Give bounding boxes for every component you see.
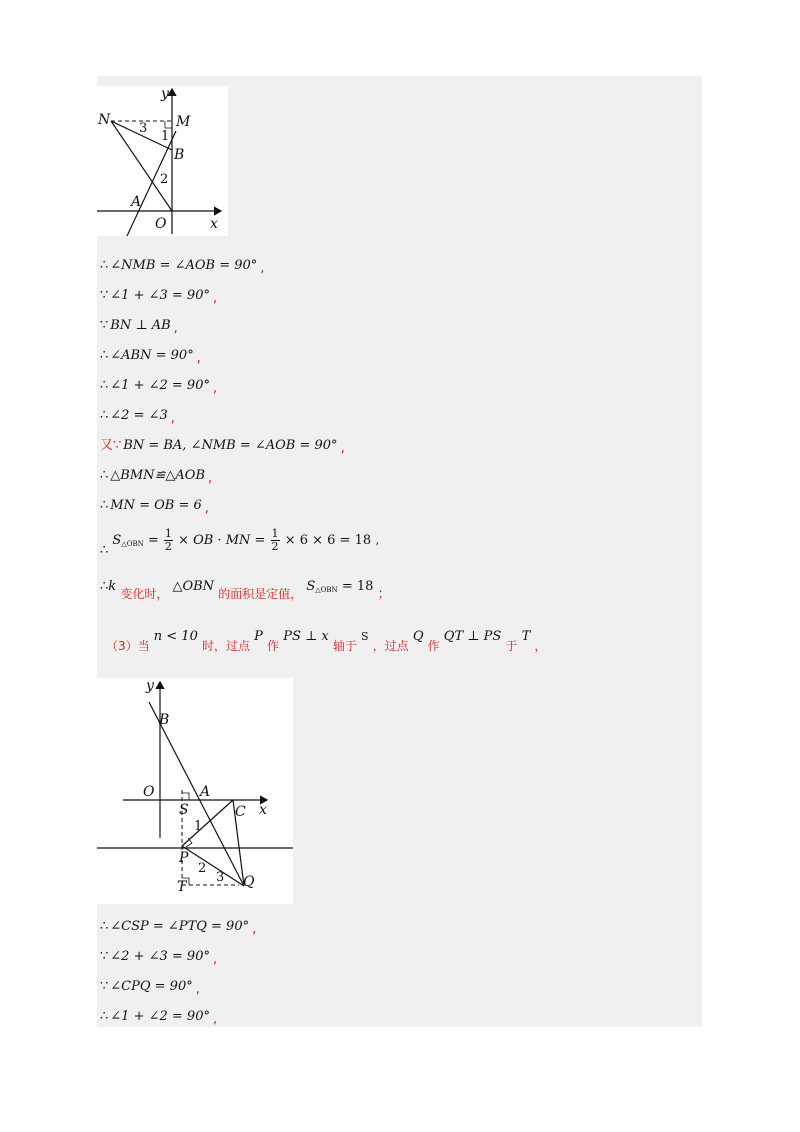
therefore-symbol: ∴	[100, 579, 109, 594]
figure-1	[97, 86, 228, 236]
label-b: B	[174, 147, 185, 163]
label-o: O	[143, 784, 155, 800]
area-symbol: S	[112, 533, 122, 548]
angle-label-1: 1	[161, 129, 170, 144]
angle-label-2: 2	[160, 172, 169, 187]
proof-line	[100, 288, 217, 304]
line-expression: △BMN≌△AOB	[110, 468, 206, 483]
line-expression: ∠1 + ∠2 = 90°	[110, 1009, 210, 1024]
proof-line	[100, 348, 201, 364]
label-q: Q	[243, 874, 255, 890]
right-angle-s	[182, 793, 189, 800]
label-t: T	[177, 879, 187, 895]
line-end-comma: ,	[260, 261, 265, 276]
line-ba	[149, 702, 244, 886]
line-end-comma: ,	[173, 321, 178, 336]
line-prefix: ∴	[100, 258, 109, 273]
equals-sign: =	[147, 533, 159, 548]
line-end-comma: ,	[340, 441, 345, 456]
fraction-numerator: 1	[271, 527, 279, 540]
area-tail-expression: × 6 × 6 = 18	[284, 533, 372, 548]
line-prefix: ∴	[100, 348, 109, 363]
perpendicular-qt: QT ⊥ PS	[443, 629, 502, 644]
line-end-comma: ,	[212, 1012, 218, 1027]
label-p: P	[179, 850, 189, 866]
label-y: y	[146, 678, 154, 694]
proof-line	[100, 318, 178, 334]
angle-label-1: 1	[194, 819, 203, 834]
fraction-half-1	[164, 528, 173, 553]
label-b: B	[159, 712, 170, 728]
line-expression: ∠1 + ∠2 = 90°	[110, 378, 210, 393]
line-end-comma: ,	[195, 982, 200, 997]
triangle-obn: △OBN	[172, 579, 215, 594]
proof-line	[100, 949, 217, 965]
line-prefix: ∴	[100, 1009, 109, 1024]
line-prefix: 又∵	[100, 438, 122, 453]
conclusion-text-2: 的面积是定值，	[218, 587, 303, 601]
line-expression: BN ⊥ AB	[110, 318, 171, 333]
label-x: x	[210, 216, 218, 232]
line-end-comma: ,	[252, 922, 257, 937]
proof-line	[100, 408, 175, 424]
line-end-comma: ,	[375, 533, 380, 548]
line-prefix: ∵	[100, 949, 109, 964]
label-a: A	[131, 194, 142, 210]
line-end-comma: ,	[170, 411, 175, 426]
point-p: P	[254, 629, 263, 644]
angle-label-3: 3	[216, 870, 225, 885]
line-prefix: ∴	[100, 378, 109, 393]
variable-k: k	[108, 579, 117, 594]
part3-text-6: 于	[505, 639, 518, 653]
line-prefix: ∴	[100, 408, 109, 423]
perpendicular-ps: PS ⊥ x	[283, 629, 329, 644]
label-y: y	[161, 86, 169, 102]
line-expression: BN = BA, ∠NMB = ∠AOB = 90°	[123, 438, 338, 453]
point-t: T	[521, 629, 531, 644]
figure-2-diagram	[97, 678, 293, 904]
fraction-numerator: 1	[164, 527, 172, 540]
proof-line	[100, 1009, 217, 1025]
figure-1-diagram	[97, 86, 228, 236]
conclusion-line	[100, 578, 391, 602]
line-prefix: ∵	[100, 318, 109, 333]
label-o: O	[155, 216, 167, 232]
line-expression: ∠CPQ = 90°	[110, 979, 193, 994]
line-end-comma: ,	[212, 952, 218, 967]
segment-pq	[182, 846, 244, 886]
proof-line	[100, 468, 212, 484]
area-middle-expression: × OB · MN =	[178, 533, 266, 548]
segment-pc	[182, 800, 233, 846]
part3-label: （3）当	[106, 639, 150, 653]
proof-line	[100, 498, 209, 514]
line-prefix: ∵	[100, 288, 109, 303]
area-value: = 18	[341, 579, 374, 594]
proof-line	[100, 258, 264, 274]
line-ab	[127, 131, 176, 236]
line-end-comma: ,	[208, 471, 213, 486]
label-m: M	[176, 114, 191, 130]
line-prefix: ∴	[100, 468, 109, 483]
label-s: S	[179, 802, 189, 818]
part3-text-3: 轴于	[332, 639, 357, 653]
line-prefix: ∴	[100, 498, 109, 513]
line-expression: ∠2 = ∠3	[110, 408, 168, 423]
angle-label-2: 2	[198, 861, 207, 876]
line-expression: ∠ABN = 90°	[110, 348, 194, 363]
part3-text-1: 时，过点	[202, 639, 251, 653]
proof-line	[100, 979, 200, 995]
line-prefix: ∵	[100, 979, 109, 994]
area-symbol: S	[306, 579, 316, 594]
part3-text-5: 作	[427, 639, 440, 653]
label-x: x	[259, 802, 267, 818]
fraction-denominator: 2	[164, 540, 172, 553]
part3-line	[106, 628, 547, 653]
line-expression: ∠2 + ∠3 = 90°	[110, 949, 210, 964]
point-s: S	[360, 630, 369, 643]
line-end-comma: ,	[204, 501, 209, 516]
angle-label-3: 3	[139, 121, 148, 136]
line-prefix: ∴	[100, 919, 109, 934]
line-expression: ∠1 + ∠3 = 90°	[110, 288, 210, 303]
therefore-symbol: ∴	[100, 543, 109, 558]
line-end-comma: ,	[212, 381, 218, 396]
point-q: Q	[412, 629, 424, 644]
line-expression: ∠CSP = ∠PTQ = 90°	[110, 919, 250, 934]
label-c: C	[235, 804, 246, 820]
figure-2	[97, 678, 293, 904]
area-line	[100, 527, 380, 558]
line-expression: MN = OB = 6	[110, 498, 202, 513]
part3-text-4: ，过点	[372, 639, 409, 653]
line-end-semicolon: ；	[377, 587, 391, 602]
line-expression: ∠NMB = ∠AOB = 90°	[110, 258, 258, 273]
fraction-half-2	[271, 528, 280, 553]
line-end-comma: ,	[212, 291, 218, 306]
condition-n: n < 10	[153, 629, 198, 644]
area-subscript: △OBN	[121, 540, 144, 548]
label-n: N	[98, 112, 111, 128]
line-end-comma: ,	[196, 351, 201, 366]
part3-text-2: 作	[267, 639, 280, 653]
fraction-denominator: 2	[271, 540, 279, 553]
label-a: A	[200, 784, 211, 800]
proof-line	[100, 378, 217, 394]
part3-text-7: ，	[534, 639, 547, 653]
area-subscript: △OBN	[315, 586, 338, 594]
conclusion-text-1: 变化时，	[120, 587, 169, 601]
proof-line	[100, 919, 256, 935]
right-angle-m	[165, 121, 172, 128]
proof-line	[100, 438, 345, 454]
